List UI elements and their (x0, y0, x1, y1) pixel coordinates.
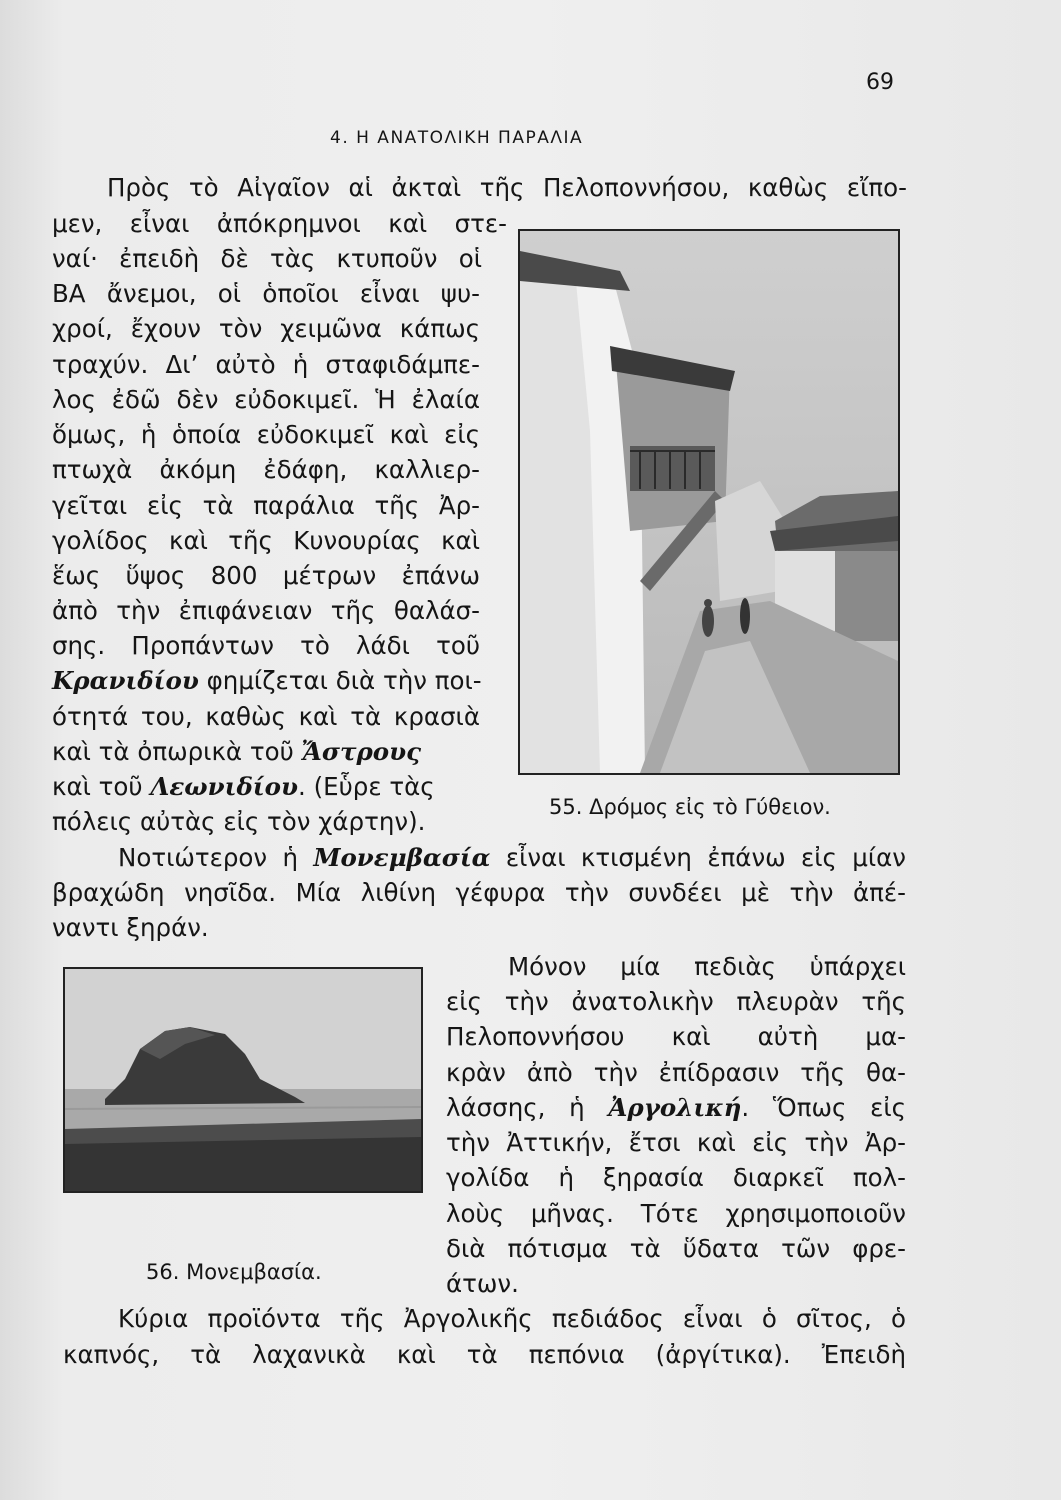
text-line: ὅμως, ἡ ὁποία εὐδοκιμεῖ καὶ εἰς (52, 420, 480, 449)
text-line: κρὰν ἀπὸ τὴν ἐπίδρασιν τῆς θα- (446, 1058, 906, 1087)
text-line: Νοτιώτερον ἡ Μονεμβασία εἶναι κτισμένη ἐπάνω εἰς μίαν (118, 843, 906, 872)
photo-monemvasia (63, 967, 423, 1193)
text-line: καὶ τὰ ὀπωρικὰ τοῦ Ἄστρους (52, 737, 422, 766)
text-line: εἰς τὴν ἀνατολικὴν πλευρὰν τῆς (446, 987, 906, 1016)
caption-photo-56: 56. Μονεμβασία. (146, 1260, 322, 1284)
text-line: λάσσης, ἡ Ἀργολική. Ὅπως εἰς (446, 1093, 906, 1122)
text-line: χροί, ἔχουν τὸν χειμῶνα κάπως (52, 314, 480, 343)
text-line: ἕως ὕψος 800 μέτρων ἐπάνω (52, 561, 480, 590)
street-photo-illustration (520, 231, 898, 773)
text-line: άτων. (446, 1269, 519, 1298)
text-line: τὴν Ἀττικήν, ἔτσι καὶ εἰς τὴν Ἀρ- (446, 1128, 906, 1157)
monemvasia-photo-illustration (65, 969, 421, 1191)
text-line: γολίδα ἡ ξηρασία διαρκεῖ πολ- (446, 1163, 906, 1192)
text-line: Μόνον μία πεδιὰς ὑπάρχει (508, 952, 906, 981)
place-name-monemvasia: Μονεμβασία (313, 843, 491, 872)
place-name-astros: Ἄστρους (301, 737, 422, 766)
text-line: γεῖται εἰς τὰ παράλια τῆς Ἀρ- (52, 491, 480, 520)
text-line: ναί· ἐπειδὴ δὲ τὰς κτυποῦν οἱ (52, 244, 482, 273)
place-name-argoliki: Ἀργολική (608, 1093, 742, 1122)
text-line: ναντι ξηράν. (52, 913, 209, 942)
text-line: Πρὸς τὸ Αἰγαῖον αἱ ἀκταὶ τῆς Πελοποννήσου, καθὼς εἴπο- (107, 173, 907, 202)
place-name-leonidio: Λεωνιδίου (150, 772, 298, 801)
text-line: Πελοποννήσου καὶ αὐτὴ μα- (446, 1022, 906, 1051)
text-line: λος ἐδῶ δὲν εὐδοκιμεῖ. Ἡ ἐλαία (52, 385, 480, 414)
caption-photo-55: 55. Δρόμος εἰς τὸ Γύθειον. (549, 795, 831, 819)
text-line: Κύρια προϊόντα τῆς Ἀργολικῆς πεδιάδος εἶναι ὁ σῖτος, ὁ (118, 1304, 906, 1333)
text-line: ἀπὸ τὴν ἐπιφάνειαν τῆς θαλάσ- (52, 596, 480, 625)
text-line: πόλεις αὐτὰς εἰς τὸν χάρτην). (52, 807, 426, 836)
text-line: καπνός, τὰ λαχανικὰ καὶ τὰ πεπόνια (ἀργίτικα). Ἐπειδὴ (63, 1340, 906, 1369)
text-line: λοὺς μῆνας. Τότε χρησιμοποιοῦν (446, 1199, 906, 1228)
text-line: βραχώδη νησῖδα. Μία λιθίνη γέφυρα τὴν συνδέει μὲ τὴν ἀπέ- (52, 878, 906, 907)
text-line: μεν, εἶναι ἀπόκρημνοι καὶ στε- (52, 209, 507, 238)
text-line: ΒΑ ἄνεμοι, οἱ ὁποῖοι εἶναι ψυ- (52, 279, 480, 308)
text-line: καὶ τοῦ Λεωνιδίου. (Εὗρε τὰς (52, 772, 435, 801)
text-line: Κρανιδίου φημίζεται διὰ τὴν ποι- (52, 666, 482, 695)
text-line: πτωχὰ ἀκόμη ἐδάφη, καλλιερ- (52, 455, 480, 484)
text-line: ότητά του, καθὼς καὶ τὰ κρασιὰ (52, 702, 480, 731)
page-number: 69 (866, 70, 894, 95)
text-line: σης. Προπάντων τὸ λάδι τοῦ (52, 631, 480, 660)
text-line: τραχύν. Δι’ αὐτὸ ἡ σταφιδάμπε- (52, 350, 480, 379)
section-title: 4. Η ΑΝΑΤΟΛΙΚΗ ΠΑΡΑΛΙΑ (330, 128, 584, 148)
photo-gytheio-street (518, 229, 900, 775)
text-line: διὰ πότισμα τὰ ὕδατα τῶν φρε- (446, 1234, 906, 1263)
place-name-kranidi: Κρανιδίου (52, 666, 199, 695)
text-line: γολίδος καὶ τῆς Κυνουρίας καὶ (52, 526, 480, 555)
